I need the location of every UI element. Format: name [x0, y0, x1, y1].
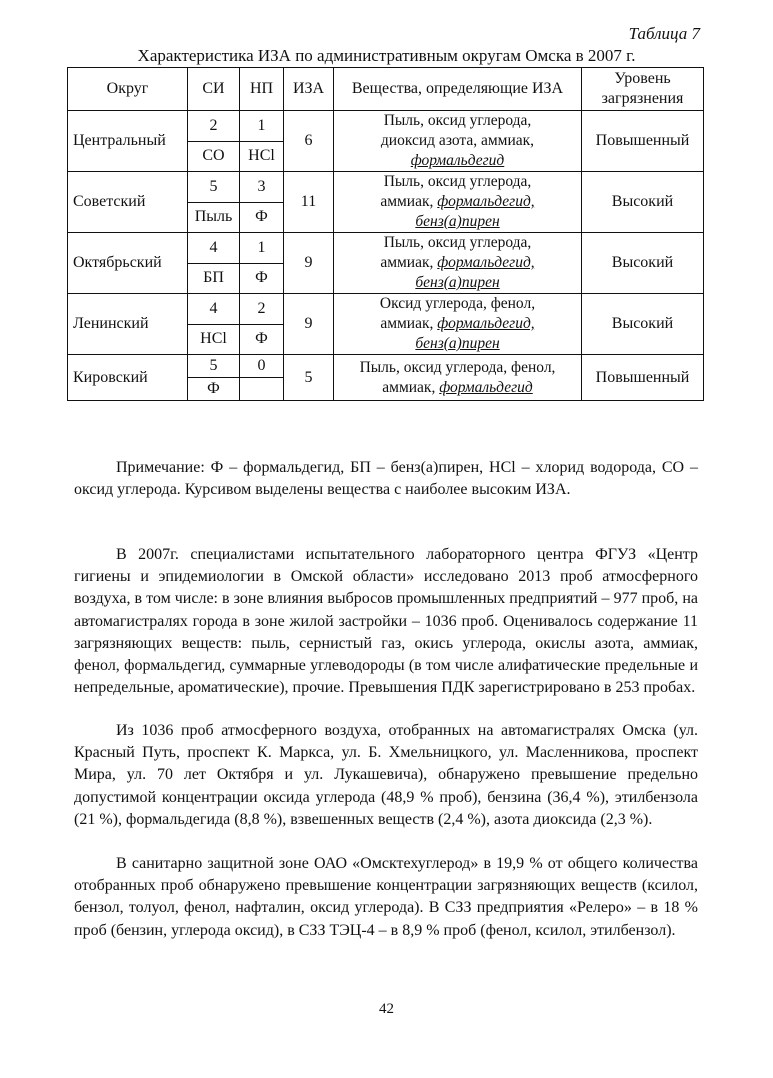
- column-header: Округ: [68, 68, 188, 111]
- column-header: ИЗА: [284, 68, 334, 111]
- level-cell: Высокий: [582, 172, 704, 233]
- si-cell: 2: [188, 111, 240, 142]
- substance-line: [337, 212, 578, 232]
- paragraph: [74, 853, 698, 942]
- substance-text: Пыль, оксид углерода, фенол,: [359, 358, 556, 376]
- substances-cell: [334, 233, 582, 294]
- table-note: [74, 457, 698, 501]
- substance-line: [337, 151, 578, 171]
- substance-line: [337, 334, 578, 354]
- column-header: Вещества, определяющие ИЗА: [334, 68, 582, 111]
- substance-line: [337, 111, 578, 131]
- table-row: [68, 294, 704, 325]
- substance-text: Оксид углерода, фенол,: [379, 295, 536, 312]
- column-header: Уровень загрязнения: [582, 68, 704, 111]
- np-cell: 0: [240, 355, 284, 378]
- column-header: СИ: [188, 68, 240, 111]
- si-cell: HCl: [188, 324, 240, 355]
- table-row: [68, 111, 704, 142]
- substance-highlight: формальдегид: [410, 152, 505, 169]
- substance-highlight: формальдегид,: [437, 193, 535, 210]
- level-cell: Высокий: [582, 233, 704, 294]
- table-row: [68, 172, 704, 203]
- np-cell: 1: [240, 233, 284, 264]
- substance-line: [337, 378, 578, 398]
- substance-line: [337, 294, 578, 314]
- substance-text: аммиак,: [380, 315, 438, 332]
- iza-cell: 5: [284, 355, 334, 401]
- si-cell: Ф: [188, 378, 240, 401]
- level-cell: Высокий: [582, 294, 704, 355]
- substance-highlight: формальдегид,: [437, 315, 535, 332]
- iza-cell: 11: [284, 172, 334, 233]
- iza-cell: 6: [284, 111, 334, 172]
- substance-line: [337, 131, 578, 151]
- substance-line: [337, 192, 578, 212]
- si-cell: БП: [188, 263, 240, 294]
- substances-cell: [334, 111, 582, 172]
- substance-highlight: бенз(а)пирен: [415, 213, 500, 230]
- substance-line: [337, 358, 578, 378]
- si-cell: 5: [188, 355, 240, 378]
- np-cell: Ф: [240, 263, 284, 294]
- table-row: [68, 355, 704, 378]
- table-body: [68, 111, 704, 401]
- paragraph: [74, 720, 698, 831]
- paragraph-text: В санитарно защитной зоне ОАО «Омсктехуглерод» в 19,9 % от общего количества отобранных проб обнаружено превышение концентрации загрязняющих веществ (ксилол, бензол, толуол, фенол, нафталин, оксид углерода). В СЗЗ предприятия «Релеро» – в 18 % проб (бензин, углерода оксид), в СЗЗ ТЭЦ-4 – в 8,9 % проб (фенол, ксилол, этилбензол).: [74, 855, 698, 939]
- substances-cell: [334, 294, 582, 355]
- si-cell: 4: [188, 294, 240, 325]
- okrug-cell: Октябрьский: [68, 233, 188, 294]
- substances-cell: [334, 355, 582, 401]
- np-cell: [240, 378, 284, 401]
- si-cell: 5: [188, 172, 240, 203]
- substance-highlight: формальдегид: [439, 378, 533, 396]
- okrug-cell: Кировский: [68, 355, 188, 401]
- np-cell: Ф: [240, 202, 284, 233]
- np-cell: 2: [240, 294, 284, 325]
- np-cell: 3: [240, 172, 284, 203]
- iza-table: [67, 67, 704, 401]
- substance-highlight: формальдегид,: [437, 254, 535, 271]
- substance-highlight: бенз(а)пирен: [415, 274, 500, 291]
- okrug-cell: Ленинский: [68, 294, 188, 355]
- substance-line: [337, 172, 578, 192]
- si-cell: CO: [188, 141, 240, 172]
- substance-text: Пыль, оксид углерода,: [383, 112, 532, 129]
- iza-cell: 9: [284, 233, 334, 294]
- page-number: 42: [379, 1001, 394, 1017]
- paragraph-text: В 2007г. специалистами испытательного лабораторного центра ФГУЗ «Центр гигиены и эпидемиологии в Омской области» исследовано 2013 проб атмосферного воздуха, в том числе: в зоне влияния выбросов промышленных предприятий – 977 проб, на автомагистралях города в зоне жилой застройки – 1036 проб. Оценивалось содержание 11 загрязняющих веществ: пыль, сернистый газ, окись углерода, окислы азота, аммиак, фенол, формальдегид, суммарные углеводороды (в том числе алифатические предельные и непредельные, ароматические), прочие. Превышения ПДК зарегистрировано в 253 пробах.: [74, 546, 698, 697]
- paragraph: [74, 544, 698, 699]
- table-header-row: [68, 68, 704, 111]
- substances-cell: [334, 172, 582, 233]
- np-cell: 1: [240, 111, 284, 142]
- table-title: Характеристика ИЗА по административным округам Омска в 2007 г.: [137, 46, 636, 65]
- substance-line: [337, 273, 578, 293]
- paragraph-text: Из 1036 проб атмосферного воздуха, отобранных на автомагистралях Омска (ул. Красный Путь, проспект К. Маркса, ул. Б. Хмельницкого, ул. Масленникова, проспект Мира, ул. 70 лет Октября и ул. Лукашевича), обнаружено превышение предельно допустимой концентрации оксида углерода (48,9 % проб), бензина (36,4 %), этилбензола (21 %), формальдегида (8,8 %), взвешенных веществ (2,4 %), азота диоксида (2,3 %).: [74, 722, 698, 828]
- substance-text: аммиак,: [380, 254, 438, 271]
- substance-line: [337, 314, 578, 334]
- np-cell: Ф: [240, 324, 284, 355]
- substance-text: диоксид азота, аммиак,: [380, 132, 535, 149]
- table-note-text: Примечание: Ф – формальдегид, БП – бенз(а)пирен, HCl – хлорид водорода, CO – оксид углерода. Курсивом выделены вещества с наиболее высоким ИЗА.: [74, 459, 698, 499]
- si-cell: 4: [188, 233, 240, 264]
- iza-cell: 9: [284, 294, 334, 355]
- substance-text: аммиак,: [382, 378, 440, 396]
- substance-text: Пыль, оксид углерода,: [383, 173, 532, 190]
- level-cell: Повышенный: [582, 111, 704, 172]
- substance-line: [337, 253, 578, 273]
- column-header: НП: [240, 68, 284, 111]
- okrug-cell: Центральный: [68, 111, 188, 172]
- substance-text: аммиак,: [380, 193, 438, 210]
- substance-text: Пыль, оксид углерода,: [383, 234, 532, 251]
- substance-line: [337, 233, 578, 253]
- level-cell: Повышенный: [582, 355, 704, 401]
- table-label: Таблица 7: [628, 24, 700, 43]
- si-cell: Пыль: [188, 202, 240, 233]
- okrug-cell: Советский: [68, 172, 188, 233]
- substance-highlight: бенз(а)пирен: [415, 335, 500, 352]
- table-row: [68, 233, 704, 264]
- np-cell: HCl: [240, 141, 284, 172]
